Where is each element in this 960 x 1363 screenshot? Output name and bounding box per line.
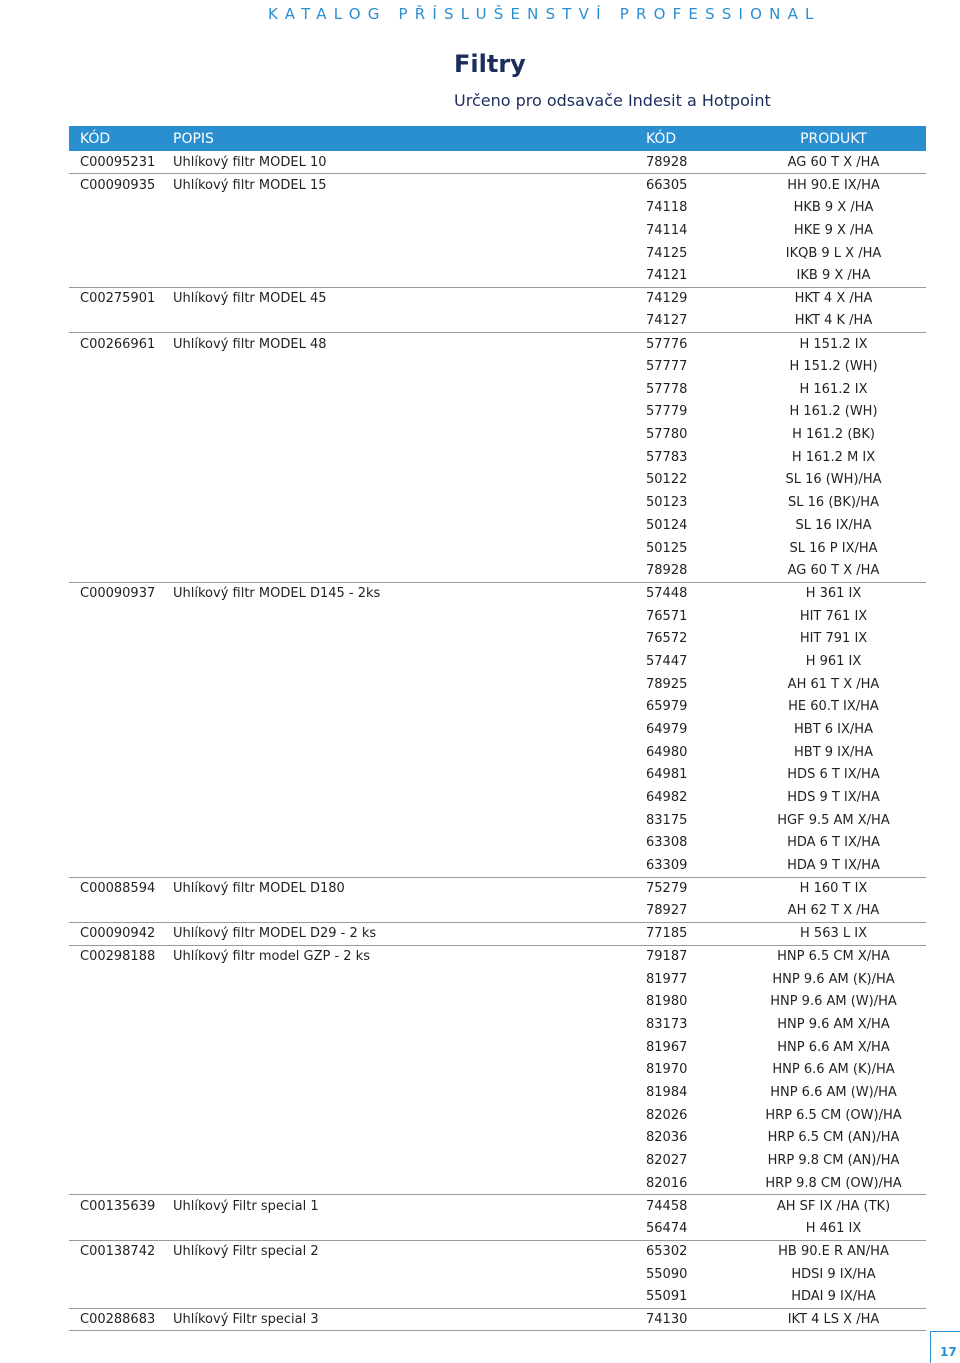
cell-kod-produktu: 82026 [646, 1107, 688, 1123]
cell-kod [69, 673, 173, 696]
cell-kod-produktu: 50124 [646, 517, 688, 533]
cell-popis [173, 446, 646, 469]
table-row [69, 968, 926, 991]
cell-produkt: AH 62 T X /HA [787, 903, 880, 919]
table-row [69, 696, 926, 719]
cell-popis: Uhlíkový filtr MODEL 10 [173, 154, 327, 170]
cell-produkt: HB 90.E R AN/HA [741, 1240, 926, 1263]
cell-kod [69, 627, 173, 650]
cell-produkt: H 563 L IX [741, 922, 926, 945]
cell-popis [173, 355, 646, 378]
table-row [69, 1013, 926, 1036]
table-row [69, 1285, 926, 1308]
cell-popis [173, 854, 646, 877]
cell-kod [69, 696, 173, 719]
cell-kod-produktu: 57447 [646, 653, 688, 669]
cell-kod-produktu: 74129 [646, 287, 741, 310]
table-row [69, 1081, 926, 1104]
cell-popis [173, 627, 646, 650]
cell-produkt: HNP 6.5 CM X/HA [741, 945, 926, 968]
cell-kod [69, 401, 173, 424]
cell-popis [173, 990, 646, 1013]
cell-popis [173, 968, 646, 991]
cell-produkt: HNP 6.6 AM X/HA [777, 1039, 890, 1055]
cell-popis: Uhlíkový filtr MODEL D145 - 2ks [173, 582, 646, 605]
cell-produkt: H 160 T IX [741, 877, 926, 900]
cell-produkt: AG 60 T X /HA [787, 562, 880, 578]
cell-produkt: HBT 6 IX/HA [794, 722, 873, 738]
table-row [69, 333, 926, 356]
cell-produkt: HKT 4 X /HA [741, 287, 926, 310]
cell-produkt: HDA 9 T IX/HA [787, 857, 880, 873]
cell-kod-produktu: 74114 [646, 222, 688, 238]
cell-popis [173, 741, 646, 764]
cell-popis [173, 696, 646, 719]
column-header-produkt: PRODUKT [800, 130, 867, 147]
table-row [69, 264, 926, 287]
cell-kod [69, 1013, 173, 1036]
cell-kod [69, 423, 173, 446]
cell-popis: Uhlíkový filtr MODEL D29 - 2 ks [173, 922, 646, 945]
table-row [69, 854, 926, 877]
cell-kod [69, 900, 173, 923]
cell-produkt: HIT 761 IX [799, 608, 868, 624]
table-row [69, 877, 926, 900]
cell-popis [173, 401, 646, 424]
cell-kod [69, 378, 173, 401]
cell-kod-produktu: 76571 [646, 608, 688, 624]
page-title: Filtry [454, 50, 526, 78]
cell-popis: Uhlíkový filtr MODEL 15 [173, 174, 646, 197]
cell-produkt: IKQB 9 L X /HA [785, 245, 882, 261]
table-row [69, 990, 926, 1013]
table-row [69, 1149, 926, 1172]
cell-kod: C00088594 [69, 877, 173, 900]
cell-kod-produktu: 64982 [646, 790, 688, 806]
table-row [69, 469, 926, 492]
cell-kod-produktu: 77185 [646, 922, 741, 945]
catalog-header-title: KATALOG PŘÍSLUŠENSTVÍ PROFESSIONAL [268, 5, 821, 23]
table-row [69, 718, 926, 741]
cell-produkt: HNP 9.6 AM (W)/HA [770, 994, 897, 1010]
table-row [69, 559, 926, 582]
cell-popis [173, 832, 646, 855]
cell-popis: Uhlíkový Filtr special 2 [173, 1240, 646, 1263]
table-row [69, 174, 926, 197]
cell-kod-produktu: 65979 [646, 699, 688, 715]
table-header-row [69, 126, 926, 151]
cell-produkt: HNP 9.6 AM X/HA [777, 1016, 890, 1032]
table-row [69, 1036, 926, 1059]
cell-kod-produktu: 57779 [646, 404, 688, 420]
cell-popis [173, 718, 646, 741]
cell-produkt: IKT 4 LS X /HA [741, 1308, 926, 1331]
cell-produkt: HDSI 9 IX/HA [791, 1266, 876, 1282]
cell-produkt: AH SF IX /HA (TK) [741, 1195, 926, 1218]
cell-popis [173, 1285, 646, 1308]
cell-kod [69, 1285, 173, 1308]
table-row [69, 809, 926, 832]
column-header-kod-produktu: KÓD [646, 130, 677, 147]
cell-produkt: SL 16 (WH)/HA [785, 472, 882, 488]
cell-kod-produktu: 57778 [646, 381, 688, 397]
cell-kod [69, 1217, 173, 1240]
cell-popis [173, 605, 646, 628]
cell-produkt: SL 16 P IX/HA [789, 540, 878, 556]
table-row [69, 537, 926, 560]
cell-kod-produktu: 57777 [646, 359, 688, 375]
cell-kod-produktu: 74127 [646, 313, 688, 329]
cell-popis [173, 264, 646, 287]
cell-kod-produktu: 81967 [646, 1039, 688, 1055]
cell-kod-produktu: 74118 [646, 200, 688, 216]
cell-kod [69, 1104, 173, 1127]
cell-kod-produktu: 74130 [646, 1308, 741, 1331]
cell-kod [69, 196, 173, 219]
cell-produkt: H 461 IX [805, 1220, 862, 1236]
cell-produkt: H 361 IX [741, 582, 926, 605]
table-row [69, 900, 926, 923]
cell-popis [173, 1081, 646, 1104]
cell-produkt: HDS 6 T IX/HA [787, 767, 880, 783]
cell-kod-produktu: 50122 [646, 472, 688, 488]
cell-popis: Uhlíkový Filtr special 1 [173, 1195, 646, 1218]
cell-produkt: HNP 6.6 AM (W)/HA [770, 1085, 897, 1101]
column-header-kod: KÓD [80, 130, 111, 147]
cell-popis [173, 1172, 646, 1195]
table-row [69, 242, 926, 265]
cell-produkt: H 161.2 IX [799, 381, 868, 397]
cell-kod-produktu: 74121 [646, 268, 688, 284]
cell-popis [173, 650, 646, 673]
cell-kod: C00090937 [69, 582, 173, 605]
cell-popis [173, 764, 646, 787]
cell-produkt: HKB 9 X /HA [793, 200, 874, 216]
table-row [69, 650, 926, 673]
cell-popis [173, 537, 646, 560]
cell-produkt: H 161.2 M IX [791, 449, 876, 465]
column-header-popis: POPIS [173, 130, 214, 147]
cell-popis [173, 1059, 646, 1082]
cell-kod-produktu: 65302 [646, 1240, 741, 1263]
cell-kod-produktu: 63308 [646, 835, 688, 851]
cell-kod [69, 514, 173, 537]
table-row [69, 219, 926, 242]
cell-popis [173, 219, 646, 242]
cell-popis [173, 1036, 646, 1059]
cell-kod-produktu: 82027 [646, 1153, 688, 1169]
cell-kod [69, 741, 173, 764]
page-subtitle: Určeno pro odsavače Indesit a Hotpoint [454, 91, 771, 110]
cell-kod-produktu: 64979 [646, 722, 688, 738]
cell-produkt: HRP 6.5 CM (AN)/HA [767, 1130, 900, 1146]
cell-kod [69, 786, 173, 809]
cell-kod [69, 219, 173, 242]
cell-produkt: H 961 IX [805, 653, 862, 669]
table-row [69, 832, 926, 855]
cell-kod: C00138742 [69, 1240, 173, 1263]
cell-kod-produktu: 64981 [646, 767, 688, 783]
table-row [69, 1195, 926, 1218]
cell-kod [69, 469, 173, 492]
cell-popis [173, 242, 646, 265]
cell-kod: C00090935 [69, 174, 173, 197]
table-row [69, 401, 926, 424]
cell-popis [173, 559, 646, 582]
cell-kod [69, 718, 173, 741]
cell-kod-produktu: 50123 [646, 495, 688, 511]
cell-produkt: SL 16 IX/HA [795, 517, 872, 533]
cell-kod [69, 446, 173, 469]
cell-produkt: HIT 791 IX [799, 631, 868, 647]
cell-popis [173, 673, 646, 696]
cell-produkt: HNP 6.6 AM (K)/HA [772, 1062, 895, 1078]
cell-kod [69, 832, 173, 855]
cell-popis [173, 1217, 646, 1240]
page-number: 17 [940, 1345, 957, 1359]
cell-kod: C00135639 [69, 1195, 173, 1218]
table-row [69, 1104, 926, 1127]
cell-popis: Uhlíkový filtr model GZP - 2 ks [173, 945, 646, 968]
table-row [69, 922, 926, 945]
table-row [69, 1308, 926, 1331]
cell-kod [69, 1081, 173, 1104]
cell-kod-produktu: 55090 [646, 1266, 688, 1282]
cell-produkt: HGF 9.5 AM X/HA [777, 812, 890, 828]
filters-table [69, 126, 926, 1331]
table-row [69, 605, 926, 628]
cell-kod-produktu: 78925 [646, 676, 688, 692]
cell-kod [69, 605, 173, 628]
cell-produkt: HRP 9.8 CM (AN)/HA [767, 1153, 900, 1169]
cell-popis [173, 1263, 646, 1286]
table-row [69, 786, 926, 809]
cell-kod-produktu: 82036 [646, 1130, 688, 1146]
cell-popis [173, 786, 646, 809]
cell-kod [69, 310, 173, 333]
cell-kod: C00288683 [69, 1308, 173, 1331]
cell-kod [69, 559, 173, 582]
cell-produkt: HKE 9 X /HA [793, 222, 874, 238]
cell-popis [173, 310, 646, 333]
cell-popis [173, 469, 646, 492]
cell-popis [173, 1149, 646, 1172]
cell-produkt: HDAI 9 IX/HA [791, 1288, 876, 1304]
cell-popis: Uhlíkový filtr MODEL D180 [173, 877, 646, 900]
table-row [69, 378, 926, 401]
cell-kod [69, 264, 173, 287]
cell-kod [69, 1127, 173, 1150]
cell-kod-produktu: 64980 [646, 744, 688, 760]
table-row [69, 741, 926, 764]
cell-popis [173, 900, 646, 923]
cell-kod-produktu: 57783 [646, 449, 688, 465]
cell-produkt: AH 61 T X /HA [787, 676, 880, 692]
cell-kod [69, 1172, 173, 1195]
cell-popis [173, 491, 646, 514]
cell-kod: C00298188 [69, 945, 173, 968]
cell-produkt: HDA 6 T IX/HA [787, 835, 880, 851]
cell-kod-produktu: 83173 [646, 1016, 688, 1032]
cell-popis [173, 1104, 646, 1127]
table-row [69, 582, 926, 605]
cell-kod [69, 1149, 173, 1172]
cell-kod-produktu: 50125 [646, 540, 688, 556]
cell-kod-produktu: 66305 [646, 174, 741, 197]
cell-kod-produktu: 82016 [646, 1175, 688, 1191]
table-row [69, 945, 926, 968]
table-row [69, 151, 926, 174]
cell-kod-produktu: 74458 [646, 1195, 741, 1218]
cell-popis [173, 196, 646, 219]
cell-kod [69, 537, 173, 560]
cell-produkt: H 151.2 (WH) [789, 359, 878, 375]
table-row [69, 1172, 926, 1195]
table-row [69, 673, 926, 696]
cell-kod-produktu: 56474 [646, 1220, 688, 1236]
table-row [69, 310, 926, 333]
cell-kod-produktu: 57780 [646, 427, 688, 443]
cell-produkt: AG 60 T X /HA [787, 154, 880, 170]
cell-produkt: H 161.2 (BK) [792, 427, 875, 443]
cell-produkt: HBT 9 IX/HA [794, 744, 873, 760]
table-row [69, 287, 926, 310]
cell-produkt: HRP 6.5 CM (OW)/HA [765, 1107, 902, 1123]
table-row [69, 627, 926, 650]
table-row [69, 1059, 926, 1082]
cell-kod-produktu: 78927 [646, 903, 688, 919]
cell-kod-produktu: 76572 [646, 631, 688, 647]
cell-produkt: HH 90.E IX/HA [741, 174, 926, 197]
cell-kod [69, 1059, 173, 1082]
cell-kod-produktu: 79187 [646, 945, 741, 968]
cell-kod-produktu: 74125 [646, 245, 688, 261]
table-row [69, 196, 926, 219]
cell-kod-produktu: 83175 [646, 812, 688, 828]
cell-produkt: IKB 9 X /HA [796, 268, 871, 284]
cell-popis [173, 1127, 646, 1150]
table-row [69, 355, 926, 378]
cell-kod-produktu: 78928 [646, 562, 688, 578]
cell-kod [69, 355, 173, 378]
table-row [69, 423, 926, 446]
table-body [69, 151, 926, 1331]
cell-kod: C00275901 [69, 287, 173, 310]
cell-kod: C00090942 [69, 922, 173, 945]
cell-popis [173, 423, 646, 446]
cell-kod [69, 242, 173, 265]
cell-produkt: HNP 9.6 AM (K)/HA [772, 971, 895, 987]
table-row [69, 514, 926, 537]
cell-produkt: H 161.2 (WH) [789, 404, 878, 420]
table-row [69, 764, 926, 787]
cell-produkt: HKT 4 K /HA [794, 313, 873, 329]
table-row [69, 1240, 926, 1263]
cell-kod-produktu: 57776 [646, 333, 741, 356]
cell-kod-produktu: 81977 [646, 971, 688, 987]
cell-kod: C00095231 [80, 154, 156, 170]
cell-kod: C00266961 [69, 333, 173, 356]
cell-popis [173, 809, 646, 832]
cell-popis: Uhlíkový filtr MODEL 48 [173, 333, 646, 356]
cell-produkt: SL 16 (BK)/HA [788, 495, 879, 511]
cell-kod [69, 764, 173, 787]
cell-kod-produktu: 55091 [646, 1288, 688, 1304]
table-row [69, 1217, 926, 1240]
cell-produkt: HRP 9.8 CM (OW)/HA [765, 1175, 902, 1191]
cell-kod [69, 854, 173, 877]
cell-kod-produktu: 78928 [646, 154, 688, 170]
cell-kod-produktu: 63309 [646, 857, 688, 873]
cell-produkt: HDS 9 T IX/HA [787, 790, 880, 806]
cell-popis [173, 378, 646, 401]
cell-kod [69, 809, 173, 832]
cell-kod [69, 650, 173, 673]
table-row [69, 1127, 926, 1150]
cell-kod [69, 1263, 173, 1286]
cell-kod-produktu: 57448 [646, 582, 741, 605]
cell-kod-produktu: 81980 [646, 994, 688, 1010]
cell-popis: Uhlíkový Filtr special 3 [173, 1308, 646, 1331]
cell-kod [69, 491, 173, 514]
cell-kod-produktu: 81984 [646, 1085, 688, 1101]
table-row [69, 491, 926, 514]
cell-produkt: HE 60.T IX/HA [788, 699, 879, 715]
cell-kod [69, 990, 173, 1013]
cell-kod [69, 1036, 173, 1059]
cell-produkt: H 151.2 IX [741, 333, 926, 356]
cell-popis: Uhlíkový filtr MODEL 45 [173, 287, 646, 310]
cell-kod [69, 968, 173, 991]
table-row [69, 1263, 926, 1286]
cell-popis [173, 1013, 646, 1036]
table-row [69, 446, 926, 469]
cell-kod-produktu: 81970 [646, 1062, 688, 1078]
cell-kod-produktu: 75279 [646, 877, 741, 900]
cell-popis [173, 514, 646, 537]
